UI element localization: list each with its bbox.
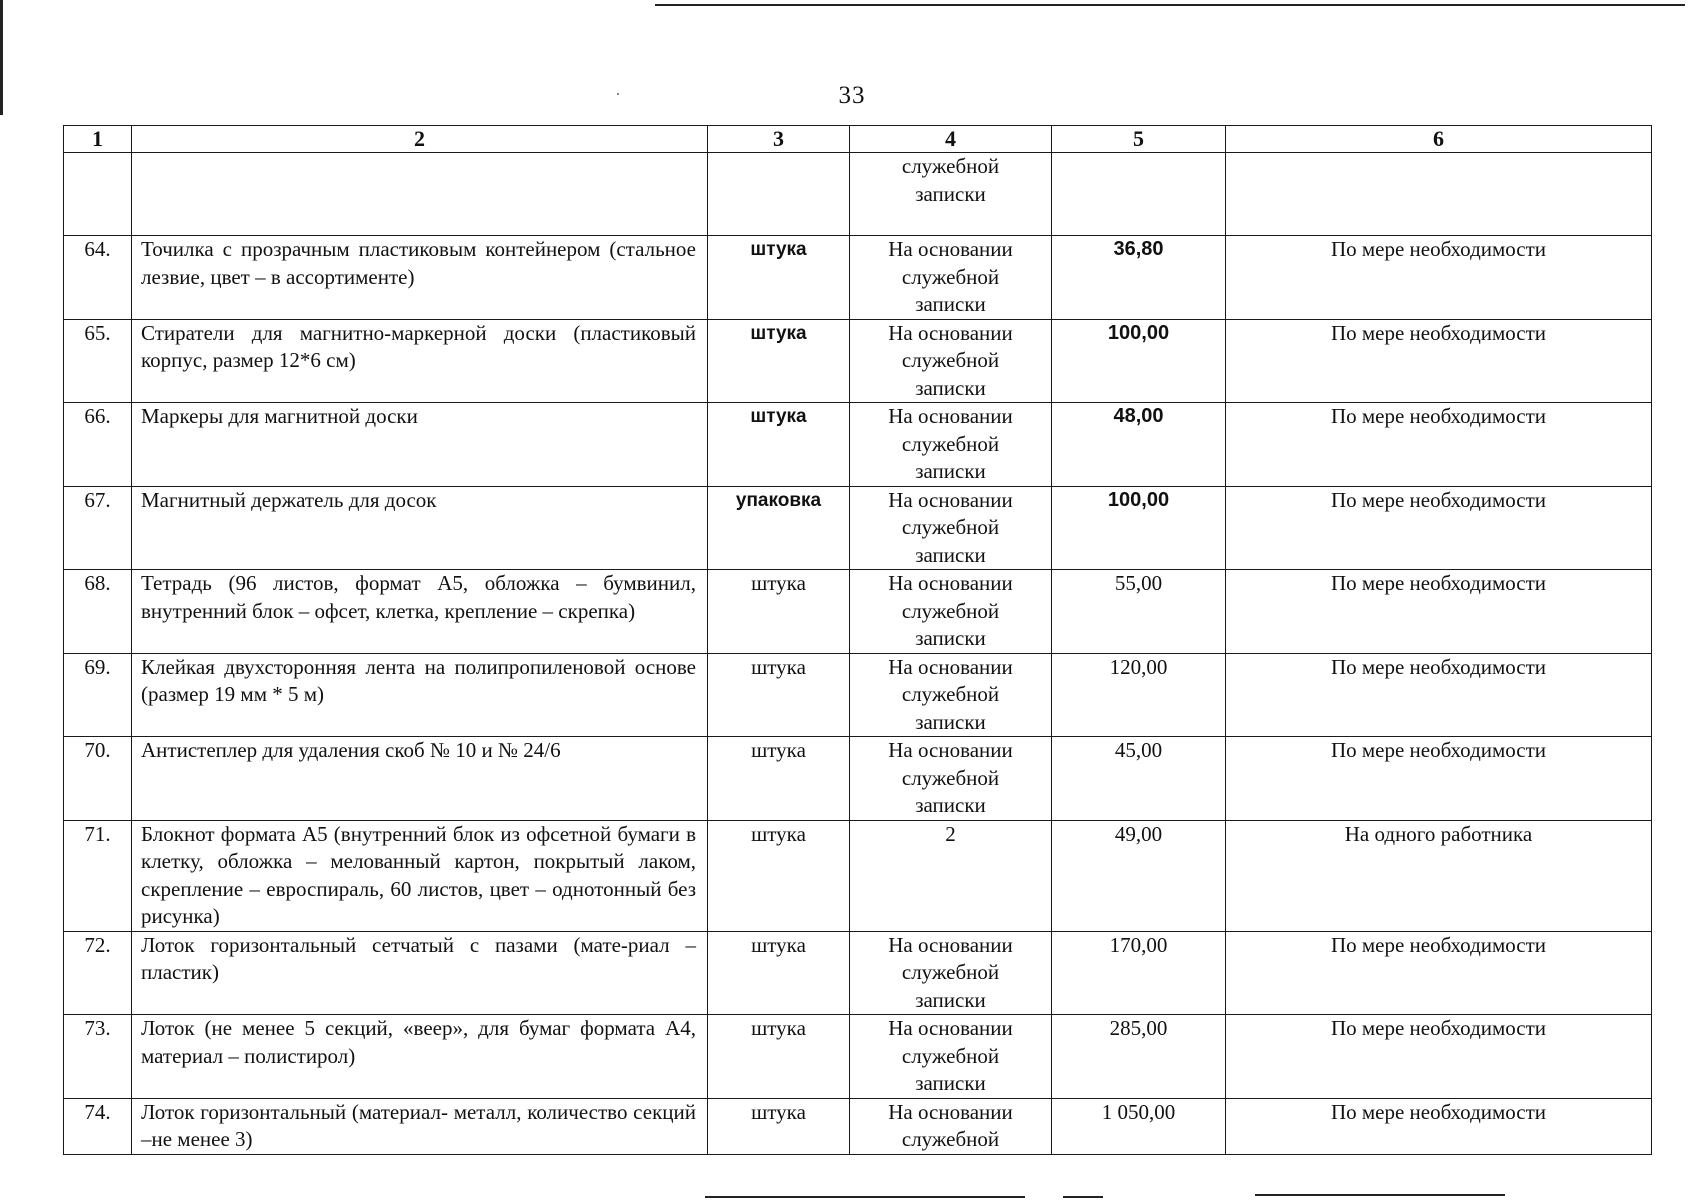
basis: На основании служебной записки — [850, 570, 1052, 654]
price: 48,00 — [1052, 403, 1226, 487]
frequency: По мере необходимости — [1226, 653, 1652, 737]
item-name: Лоток горизонтальный сетчатый с пазами (мате-риал – пластик) — [132, 931, 708, 1015]
item-name: Тетрадь (96 листов, формат А5, обложка – бумвинил, внутренний блок – офсет, клетка, крепление – скрепка) — [132, 570, 708, 654]
table-row-continuation — [64, 153, 1652, 236]
header-col-5: 5 — [1052, 126, 1226, 153]
table-row — [64, 403, 1652, 487]
frequency: По мере необходимости — [1226, 486, 1652, 570]
scan-bottom-rule — [1255, 1194, 1505, 1196]
frequency — [1226, 153, 1652, 236]
scan-top-rule — [655, 4, 1685, 6]
item-name: Точилка с прозрачным пластиковым контейнером (стальное лезвие, цвет – в ассортименте) — [132, 236, 708, 320]
price: 285,00 — [1052, 1015, 1226, 1099]
frequency: По мере необходимости — [1226, 319, 1652, 403]
table-row — [64, 570, 1652, 654]
price: 120,00 — [1052, 653, 1226, 737]
unit: штука — [708, 931, 850, 1015]
unit: штука — [708, 403, 850, 487]
basis: служебной записки — [850, 153, 1052, 236]
table-row — [64, 486, 1652, 570]
basis: На основании служебной записки — [850, 931, 1052, 1015]
price: 36,80 — [1052, 236, 1226, 320]
basis: На основании служебной записки — [850, 236, 1052, 320]
item-name: Блокнот формата А5 (внутренний блок из офсетной бумаги в клетку, обложка – мелованный картон, покрытый лаком, скрепление – евроспираль, 60 листов, цвет – однотонный без рисунка) — [132, 820, 708, 931]
table-row — [64, 737, 1652, 821]
unit: штука — [708, 1098, 850, 1154]
unit: штука — [708, 1015, 850, 1099]
table-row — [64, 820, 1652, 931]
basis: На основании служебной записки — [850, 1015, 1052, 1099]
row-number: 66. — [64, 403, 132, 487]
unit: штука — [708, 653, 850, 737]
unit: штука — [708, 820, 850, 931]
item-name — [132, 153, 708, 236]
item-name: Стиратели для магнитно-маркерной доски (пластиковый корпус, размер 12*6 см) — [132, 319, 708, 403]
items-table — [63, 125, 1652, 1155]
header-col-2: 2 — [132, 126, 708, 153]
basis: На основании служебной записки — [850, 319, 1052, 403]
price: 1 050,00 — [1052, 1098, 1226, 1154]
header-col-3: 3 — [708, 126, 850, 153]
row-number — [64, 153, 132, 236]
scan-bottom-rule — [705, 1196, 1025, 1198]
row-number: 64. — [64, 236, 132, 320]
price — [1052, 153, 1226, 236]
table-row — [64, 931, 1652, 1015]
basis: На основании служебной записки — [850, 737, 1052, 821]
item-name: Магнитный держатель для досок — [132, 486, 708, 570]
table-row — [64, 653, 1652, 737]
price: 100,00 — [1052, 319, 1226, 403]
table-header-row — [64, 126, 1652, 153]
row-number: 69. — [64, 653, 132, 737]
item-name: Клейкая двухсторонняя лента на полипропиленовой основе (размер 19 мм * 5 м) — [132, 653, 708, 737]
frequency: На одного работника — [1226, 820, 1652, 931]
item-name: Лоток горизонтальный (материал- металл, количество секций –не менее 3) — [132, 1098, 708, 1154]
basis: На основании служебной записки — [850, 486, 1052, 570]
item-name: Лоток (не менее 5 секций, «веер», для бумаг формата А4, материал – полистирол) — [132, 1015, 708, 1099]
frequency: По мере необходимости — [1226, 1098, 1652, 1154]
price: 170,00 — [1052, 931, 1226, 1015]
item-name: Маркеры для магнитной доски — [132, 403, 708, 487]
scan-bottom-rule — [1063, 1196, 1103, 1198]
row-number: 74. — [64, 1098, 132, 1154]
unit — [708, 153, 850, 236]
unit: штука — [708, 236, 850, 320]
table-row — [64, 1015, 1652, 1099]
header-col-6: 6 — [1226, 126, 1652, 153]
row-number: 73. — [64, 1015, 132, 1099]
row-number: 70. — [64, 737, 132, 821]
frequency: По мере необходимости — [1226, 737, 1652, 821]
price: 45,00 — [1052, 737, 1226, 821]
basis: На основании служебной записки — [850, 653, 1052, 737]
row-number: 65. — [64, 319, 132, 403]
row-number: 72. — [64, 931, 132, 1015]
table-row — [64, 1098, 1652, 1154]
row-number: 68. — [64, 570, 132, 654]
basis: На основании служебной — [850, 1098, 1052, 1154]
price: 55,00 — [1052, 570, 1226, 654]
item-name: Антистеплер для удаления скоб № 10 и № 24/6 — [132, 737, 708, 821]
frequency: По мере необходимости — [1226, 403, 1652, 487]
header-col-4: 4 — [850, 126, 1052, 153]
header-col-1: 1 — [64, 126, 132, 153]
table-row — [64, 236, 1652, 320]
row-number: 67. — [64, 486, 132, 570]
price: 100,00 — [1052, 486, 1226, 570]
frequency: По мере необходимости — [1226, 570, 1652, 654]
frequency: По мере необходимости — [1226, 931, 1652, 1015]
page-number: 33 — [838, 82, 866, 109]
unit: штука — [708, 319, 850, 403]
basis: На основании служебной записки — [850, 403, 1052, 487]
unit: штука — [708, 737, 850, 821]
unit: штука — [708, 570, 850, 654]
unit: упаковка — [708, 486, 850, 570]
price: 49,00 — [1052, 820, 1226, 931]
basis: 2 — [850, 820, 1052, 931]
table-row — [64, 319, 1652, 403]
frequency: По мере необходимости — [1226, 1015, 1652, 1099]
frequency: По мере необходимости — [1226, 236, 1652, 320]
row-number: 71. — [64, 820, 132, 931]
